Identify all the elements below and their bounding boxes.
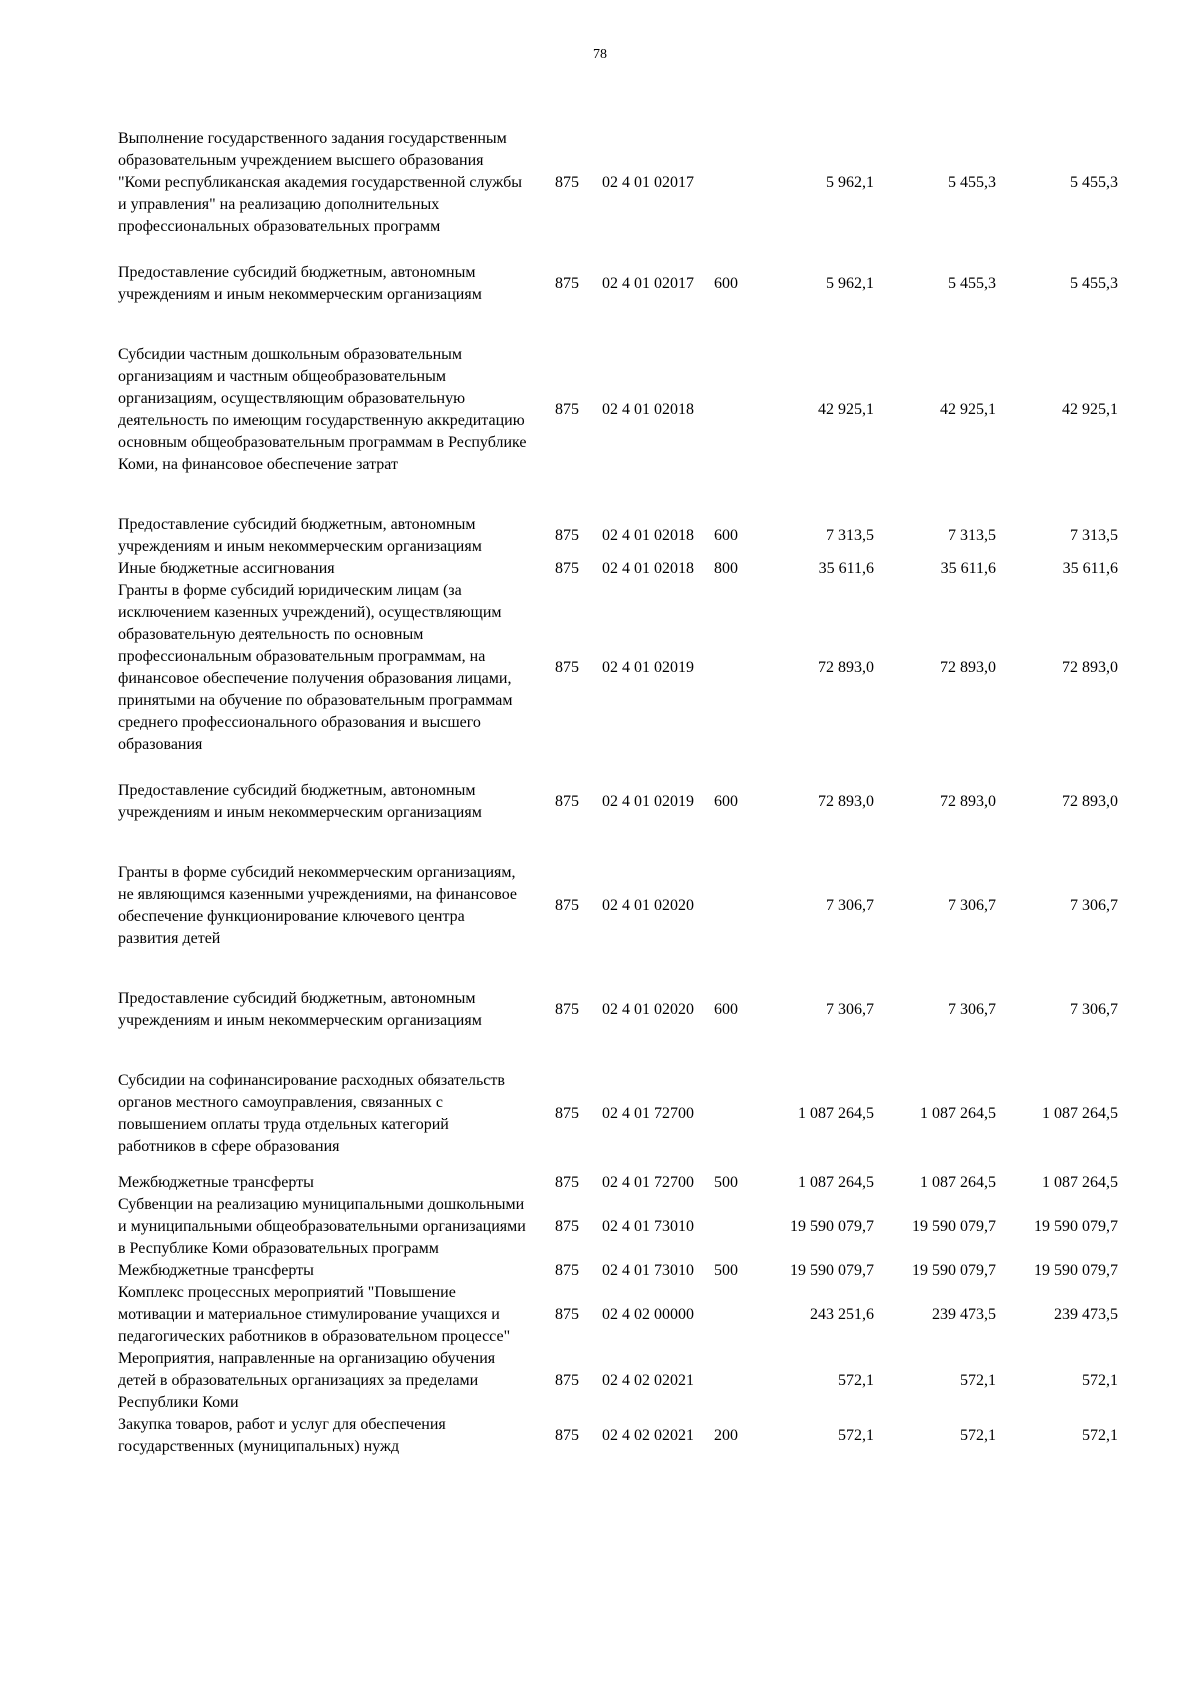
row-target-article: 02 4 01 72700	[602, 1174, 694, 1191]
row-description: Субсидии на софинансирование расходных обязательств органов местного самоуправления, связанных с повышением оплаты труда отдельных категорий работников в сфере образования	[118, 1072, 505, 1155]
table-row	[118, 1414, 1118, 1458]
row-target-article: 02 4 01 02017	[602, 174, 694, 191]
row-amount-year-3: 572,1	[1082, 1427, 1118, 1444]
table-row	[118, 1260, 1118, 1282]
row-grbs-code: 875	[555, 1262, 579, 1279]
row-expense-type: 200	[714, 1427, 738, 1444]
row-description: Закупка товаров, работ и услуг для обеспечения государственных (муниципальных) нужд	[118, 1416, 446, 1455]
row-description: Предоставление субсидий бюджетным, автономным учреждениям и иным некоммерческим организациям	[118, 264, 482, 303]
row-grbs-code: 875	[555, 527, 579, 544]
row-target-article: 02 4 01 02019	[602, 659, 694, 676]
row-amount-year-2: 19 590 079,7	[912, 1218, 996, 1235]
row-description: Гранты в форме субсидий некоммерческим организациям, не являющимся казенными учреждениями, на финансовое обеспечение функционирование ключевого центра развития детей	[118, 864, 518, 947]
row-description: Субсидии частным дошкольным образовательным организациям и частным общеобразовательным организациям, осуществляющим образовательную деятельность по имеющим государственную аккредитацию основным общеобразовательным программам в Республике Коми, на финансовое обеспечение затрат	[118, 346, 527, 473]
row-target-article: 02 4 02 00000	[602, 1306, 694, 1323]
table-row	[118, 862, 1118, 950]
row-amount-year-1: 1 087 264,5	[798, 1105, 874, 1122]
row-amount-year-3: 72 893,0	[1062, 793, 1118, 810]
row-expense-type: 600	[714, 275, 738, 292]
row-expense-type: 600	[714, 527, 738, 544]
table-row	[118, 1070, 1118, 1158]
table-row	[118, 1172, 1118, 1194]
row-amount-year-1: 1 087 264,5	[798, 1174, 874, 1191]
row-amount-year-3: 1 087 264,5	[1042, 1105, 1118, 1122]
row-amount-year-2: 19 590 079,7	[912, 1262, 996, 1279]
row-amount-year-2: 7 306,7	[948, 897, 996, 914]
row-target-article: 02 4 01 72700	[602, 1105, 694, 1122]
row-grbs-code: 875	[555, 174, 579, 191]
row-amount-year-3: 19 590 079,7	[1034, 1262, 1118, 1279]
row-amount-year-1: 7 313,5	[826, 527, 874, 544]
row-description: Субвенции на реализацию муниципальными дошкольными и муниципальными общеобразовательными организациями в Республике Коми образовательных программ	[118, 1196, 526, 1257]
row-description: Предоставление субсидий бюджетным, автономным учреждениям и иным некоммерческим организациям	[118, 782, 482, 821]
row-amount-year-2: 7 306,7	[948, 1001, 996, 1018]
row-target-article: 02 4 01 02018	[602, 560, 694, 577]
row-description: Предоставление субсидий бюджетным, автономным учреждениям и иным некоммерческим организациям	[118, 990, 482, 1029]
row-grbs-code: 875	[555, 1174, 579, 1191]
row-amount-year-3: 19 590 079,7	[1034, 1218, 1118, 1235]
row-amount-year-3: 1 087 264,5	[1042, 1174, 1118, 1191]
row-target-article: 02 4 01 73010	[602, 1262, 694, 1279]
row-amount-year-2: 1 087 264,5	[920, 1105, 996, 1122]
row-target-article: 02 4 01 02018	[602, 527, 694, 544]
row-amount-year-1: 19 590 079,7	[790, 1218, 874, 1235]
row-amount-year-2: 572,1	[960, 1427, 996, 1444]
row-amount-year-1: 42 925,1	[818, 401, 874, 418]
row-grbs-code: 875	[555, 897, 579, 914]
row-amount-year-2: 42 925,1	[940, 401, 996, 418]
row-amount-year-1: 72 893,0	[818, 793, 874, 810]
row-grbs-code: 875	[555, 1001, 579, 1018]
row-expense-type: 500	[714, 1174, 738, 1191]
row-target-article: 02 4 01 02018	[602, 401, 694, 418]
table-row	[118, 988, 1118, 1032]
table-row	[118, 128, 1118, 238]
row-description: Выполнение государственного задания государственным образовательным учреждением высшего образования "Коми республиканская академия государственной службы и управления" на реализацию дополнительных профессиональных образовательных программ	[118, 130, 522, 235]
row-grbs-code: 875	[555, 1372, 579, 1389]
row-amount-year-1: 5 962,1	[826, 174, 874, 191]
row-amount-year-1: 19 590 079,7	[790, 1262, 874, 1279]
row-grbs-code: 875	[555, 1427, 579, 1444]
row-grbs-code: 875	[555, 793, 579, 810]
row-amount-year-1: 243 251,6	[810, 1306, 874, 1323]
row-grbs-code: 875	[555, 560, 579, 577]
row-amount-year-2: 1 087 264,5	[920, 1174, 996, 1191]
row-amount-year-1: 572,1	[838, 1372, 874, 1389]
row-description: Комплекс процессных мероприятий "Повышение мотивации и материальное стимулирование учащихся и педагогических работников в образовательном процессе"	[118, 1284, 511, 1345]
row-target-article: 02 4 02 02021	[602, 1372, 694, 1389]
row-amount-year-3: 7 313,5	[1070, 527, 1118, 544]
row-amount-year-2: 5 455,3	[948, 275, 996, 292]
row-amount-year-1: 5 962,1	[826, 275, 874, 292]
row-target-article: 02 4 01 73010	[602, 1218, 694, 1235]
table-row	[118, 1194, 1118, 1260]
table-row	[118, 580, 1118, 756]
row-description: Мероприятия, направленные на организацию обучения детей в образовательных организациях за пределами Республики Коми	[118, 1350, 496, 1411]
row-amount-year-3: 35 611,6	[1062, 560, 1118, 577]
table-row	[118, 514, 1118, 558]
row-amount-year-3: 7 306,7	[1070, 1001, 1118, 1018]
row-amount-year-1: 572,1	[838, 1427, 874, 1444]
row-grbs-code: 875	[555, 275, 579, 292]
row-target-article: 02 4 01 02020	[602, 1001, 694, 1018]
row-amount-year-1: 35 611,6	[818, 560, 874, 577]
row-expense-type: 800	[714, 560, 738, 577]
row-grbs-code: 875	[555, 1105, 579, 1122]
table-row	[118, 1348, 1118, 1414]
table-row	[118, 1282, 1118, 1348]
row-amount-year-3: 42 925,1	[1062, 401, 1118, 418]
row-grbs-code: 875	[555, 659, 579, 676]
row-amount-year-3: 5 455,3	[1070, 275, 1118, 292]
row-amount-year-2: 239 473,5	[932, 1306, 996, 1323]
row-expense-type: 600	[714, 793, 738, 810]
table-row	[118, 558, 1118, 580]
row-grbs-code: 875	[555, 1306, 579, 1323]
row-description: Межбюджетные трансферты	[118, 1174, 314, 1191]
row-target-article: 02 4 02 02021	[602, 1427, 694, 1444]
table-row	[118, 344, 1118, 476]
row-grbs-code: 875	[555, 1218, 579, 1235]
row-target-article: 02 4 01 02019	[602, 793, 694, 810]
row-amount-year-2: 72 893,0	[940, 659, 996, 676]
row-amount-year-3: 239 473,5	[1054, 1306, 1118, 1323]
row-amount-year-3: 5 455,3	[1070, 174, 1118, 191]
row-description: Гранты в форме субсидий юридическим лицам (за исключением казенных учреждений), осуществляющим образовательную деятельность по основным профессиональным образовательным программам, на финансовое обеспечение получения образования лицами, принятыми на обучение по образовательным программам среднего профессионального образования и высшего образования	[118, 582, 513, 753]
row-amount-year-1: 7 306,7	[826, 897, 874, 914]
table-row	[118, 780, 1118, 824]
row-amount-year-3: 572,1	[1082, 1372, 1118, 1389]
row-description: Межбюджетные трансферты	[118, 1262, 314, 1279]
row-description: Иные бюджетные ассигнования	[118, 560, 335, 577]
row-amount-year-2: 5 455,3	[948, 174, 996, 191]
row-amount-year-1: 72 893,0	[818, 659, 874, 676]
page-number: 78	[593, 47, 607, 62]
row-amount-year-3: 72 893,0	[1062, 659, 1118, 676]
row-amount-year-2: 572,1	[960, 1372, 996, 1389]
row-grbs-code: 875	[555, 401, 579, 418]
row-expense-type: 600	[714, 1001, 738, 1018]
row-amount-year-1: 7 306,7	[826, 1001, 874, 1018]
row-amount-year-2: 72 893,0	[940, 793, 996, 810]
row-amount-year-2: 7 313,5	[948, 527, 996, 544]
row-description: Предоставление субсидий бюджетным, автономным учреждениям и иным некоммерческим организациям	[118, 516, 482, 555]
row-target-article: 02 4 01 02020	[602, 897, 694, 914]
row-amount-year-2: 35 611,6	[940, 560, 996, 577]
budget-table	[118, 128, 1118, 1458]
table-row	[118, 262, 1118, 306]
row-expense-type: 500	[714, 1262, 738, 1279]
row-amount-year-3: 7 306,7	[1070, 897, 1118, 914]
row-target-article: 02 4 01 02017	[602, 275, 694, 292]
